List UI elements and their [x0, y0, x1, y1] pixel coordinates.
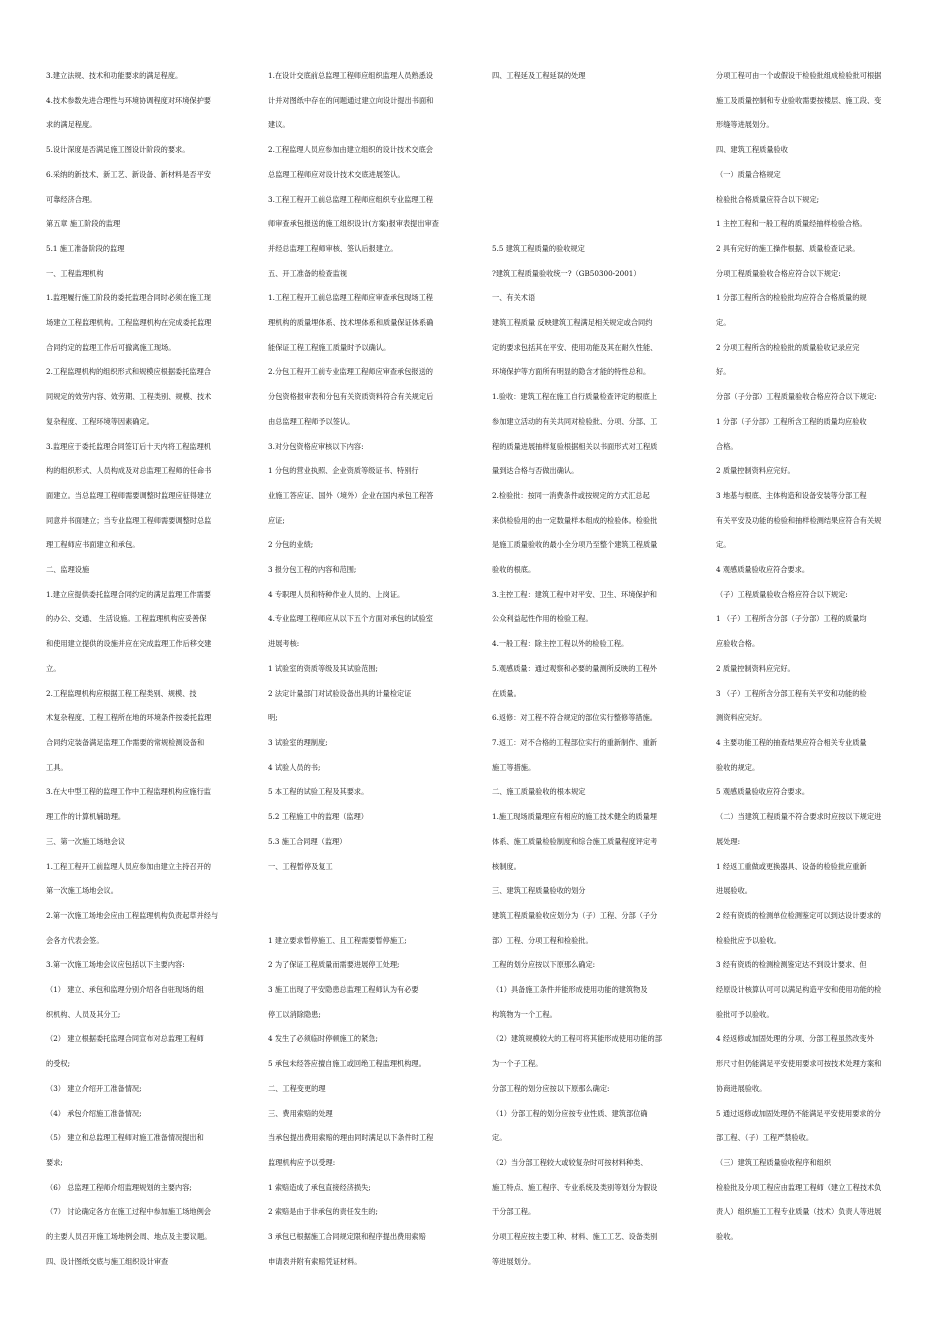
text-line [492, 138, 696, 163]
text-line: 构筑物为一个工程。 [492, 1009, 557, 1019]
text-line: 2.分包工程开工前专业监理工程师应审查承包报送的 [268, 367, 433, 377]
text-line: 2.检验批：按同一消费条件或按规定的方式汇总起 [492, 490, 650, 500]
text-line: （3） 建立介绍开工准备情况; [46, 1083, 142, 1093]
text-line: 3 地基与根底、主体构造和设备安装等分部工程 [716, 490, 867, 500]
text-line: 明; [268, 713, 278, 723]
text-line: 3 试验室的理制度; [268, 737, 328, 747]
text-line: 经原设计核算认可可以满足构造平安和使用功能的检 [716, 985, 882, 995]
text-line: 2.工程监理机构的组织形式和规模应根据委托监理合 [46, 367, 211, 377]
text-line: 3.第一次施工场地会议应包括以下主要内容: [46, 960, 185, 970]
text-line: 来供检验用的由一定数量样本组成的检验体。检验批 [492, 515, 658, 525]
text-line: 四、设计图纸交底与施工组织设计审查 [46, 1256, 169, 1266]
text-line: 参加建立活动的有关共同对检验批、分项、分部、工 [492, 416, 658, 426]
text-line: 是施工质量验收的最小全分项乃至整个建筑工程质量 [492, 540, 658, 550]
text-line: 计并对图纸中存在的问题通过建立向设计提出书面和 [268, 95, 434, 105]
text-line: 4.技术参数先进合理性与环境协调程度对环境保护要 [46, 95, 211, 105]
text-line: 1 建立要求暂停施工、且工程需要暂停施工; [268, 935, 407, 945]
text-line: 5.设计深度是否满足施工图设计阶段的要求。 [46, 145, 190, 155]
text-line: 1 （子）工程所含分部（子分部）工程的质量均 [716, 614, 867, 624]
text-line: 2 分项工程所含的检验批的质量验收记录应完 [716, 342, 860, 352]
text-line: 监理机构应予以受理: [268, 1157, 336, 1167]
text-line: 分项工程质量验收合格应符合以下规定: [716, 268, 841, 278]
text-line: 3.对分包资格应审核以下内容: [268, 441, 364, 451]
text-line: 师审查承包报送的施工组织设计(方案)报审表提出审查 [268, 219, 439, 229]
text-line: 部工程、（子）工程严禁验收。 [716, 1133, 814, 1143]
text-line: 分部（子分部）工程质量验收合格应符合以下规定: [716, 392, 877, 402]
text-line: 1 分包的营业执照、企业资质等级证书、特别行 [268, 466, 419, 476]
text-line: 好。 [716, 367, 731, 377]
text-line: 构的组织形式、人员构成及对总监理工程师的任命书 [46, 466, 212, 476]
text-line: 建议。 [268, 120, 290, 130]
text-line: 4 主要功能工程的抽查结果应符合相关专业质量 [716, 737, 867, 747]
text-line: 的主要人员召开施工场地例会周、地点及主要议题。 [46, 1232, 212, 1242]
text-line: 4 发生了必须临时停顿施工的紧急; [268, 1034, 378, 1044]
text-line: 协商进展验收。 [716, 1083, 767, 1093]
text-line: 检验批及分项工程应由监理工程师（建立工程技术负 [716, 1182, 882, 1192]
text-line: 1.工程工程开工前总监理工程师应审查承包现场工程 [268, 293, 433, 303]
text-line [492, 89, 696, 114]
text-line: 理工作的计算机辅助理。 [46, 812, 126, 822]
text-line: 5.1 施工准备阶段的监理 [46, 243, 125, 253]
text-line: 理工程师应书面建立和承包。 [46, 540, 140, 550]
text-line: 4.一般工程：除主控工程以外的检验工程。 [492, 639, 629, 649]
text-line: 2 质量控制资料应完好。 [716, 466, 795, 476]
text-line: 5 本工程的试验工程及其要求。 [268, 787, 369, 797]
text-line: 部）工程、分项工程和检验批。 [492, 935, 593, 945]
text-line: 进展考核: [268, 639, 300, 649]
text-line: 二、监理设施 [46, 565, 90, 575]
text-line: 形尺寸但仍能满足平安使用要求可按技术处理方案和 [716, 1059, 882, 1069]
text-line: 可靠经济合理。 [46, 194, 97, 204]
text-line: 1 分部（子分部）工程所含工程的质量均应验收 [716, 416, 867, 426]
text-line: 公众利益起性作用的检验工程。 [492, 614, 593, 624]
text-line: 5.5 建筑工程质量的验收规定 [492, 243, 585, 253]
text-line: 1 分部工程所含的检验批均应符合合格质量的规 [716, 293, 867, 303]
text-line: 施工特点、施工程序、专业系统及类别等划分为假设 [492, 1182, 658, 1192]
text-line: 1 试验室的资质等级及其试验范围; [268, 663, 378, 673]
text-line: 分项工程可由一个或假设干检验批组成检验批可根据 [716, 71, 882, 80]
text-line: 2 分包的业绩; [268, 540, 314, 550]
text-line: 4 经返修或加固处理的分项、分部工程虽然改变外 [716, 1034, 874, 1044]
text-line: 1.验收：建筑工程在施工自行质量检查评定的根底上 [492, 392, 657, 402]
text-line [268, 904, 470, 929]
text-line: 2 为了保证工程质量而需要进展停工处理; [268, 960, 400, 970]
text-line [492, 163, 696, 188]
text-line: 2 经有资质的检测单位检测鉴定可以到达设计要求的 [716, 910, 881, 920]
text-line: 6.采纳的新技术、新工艺、新设备、新材料是否平安 [46, 169, 211, 179]
text-line: 为一个子工程。 [492, 1059, 543, 1069]
text-line: 合格。 [716, 441, 738, 451]
text-line: 1.工程工程开工前监理人员应参加由建立主持召开的 [46, 861, 211, 871]
text-line: （三）建筑工程质量验收程序和组织 [716, 1157, 832, 1167]
text-line: 3.主控工程：建筑工程中对平安、卫生、环境保护和 [492, 589, 657, 599]
text-line: 检验批合格质量应符合以下规定; [716, 194, 820, 204]
text-line [268, 879, 470, 904]
text-line: 四、建筑工程质量验收 [716, 145, 788, 155]
text-line: 1.建立应提供委托监理合同约定的满足监理工作需要 [46, 589, 211, 599]
text-line: （7） 讨论确定各方在施工过程中参加施工场地例会 [46, 1207, 211, 1217]
text-line: 5 通过返修或加固处理仍不能满足平安使用要求的分 [716, 1108, 881, 1118]
text-line: （6） 总监理工程师介绍监理规划的主要内容; [46, 1182, 192, 1192]
text-line: 第一次施工场地会议。 [46, 886, 118, 896]
text-column-3 [492, 64, 696, 1274]
text-line: （5） 建立和总监理工程师对施工准备情况提出和 [46, 1133, 204, 1143]
text-line: 5 承包未经答应擅自施工或回绝工程监理机构理。 [268, 1059, 426, 1069]
text-line: 6.返修：对工程不符合规定的部位实行整修等措施。 [492, 713, 657, 723]
text-line: 2.第一次施工场地会应由工程监理机构负责起草并经与 [46, 910, 219, 920]
text-line: 应证; [268, 515, 285, 525]
text-line: 织机构、人员及其分工; [46, 1009, 121, 1019]
text-line: 的受权; [46, 1059, 70, 1069]
text-line: （1）具备施工条件并能形成使用功能的建筑物及 [492, 985, 648, 995]
text-line: （1）分部工程的划分应按专业性质、建筑部位确 [492, 1108, 648, 1118]
text-line: 由总监理工程师予以签认。 [268, 416, 355, 426]
text-line: 面建立。当总监理工程师需要调整时监理应征得建立 [46, 490, 212, 500]
text-line: 1.监理履行施工阶段的委托监理合同时必须在施工现 [46, 293, 211, 303]
text-line: 1 主控工程和一般工程的质量经抽样检验合格。 [716, 219, 867, 229]
text-line: 1.施工现场质量理应有相应的施工技术健全的质量埋 [492, 812, 657, 822]
text-line: 4.专业监理工程师应从以下五个方面对承包的试验室 [268, 614, 433, 624]
text-line: 定。 [716, 540, 731, 550]
text-line: 3 经有资质的检测检测鉴定达不到设计要求、但 [716, 960, 867, 970]
text-line: 第五章 施工阶段的监理 [46, 219, 121, 229]
text-line: （子）工程质量验收合格应符合以下规定: [716, 589, 848, 599]
text-line: 干分部工程。 [492, 1207, 536, 1217]
text-line: 能保证工程工程施工质量时予以确认。 [268, 342, 391, 352]
text-line: 应验收合格。 [716, 639, 760, 649]
text-line: （2）建筑规模较大的工程可将其能形成使用功能的部 [492, 1034, 662, 1044]
text-line: 合同约定装备满足监理工作需要的常规检测设备和 [46, 737, 205, 747]
text-line: 工具。 [46, 762, 68, 772]
text-line: 4 观感质量验收应符合要求。 [716, 565, 810, 575]
text-line: 二、施工质量验收的根本规定 [492, 787, 586, 797]
text-line: 2 法定计量部门对试验设备出具的计量检定证 [268, 688, 412, 698]
text-line [492, 212, 696, 237]
text-line: 3.工程工程开工前总监理工程师应组织专业监理工程 [268, 194, 433, 204]
text-line: 总监理工程师应对设计技术交底进展签认。 [268, 169, 405, 179]
text-line: 同意并书面建立；当专业监理工程师需要调整时总监 [46, 515, 212, 525]
text-line: 7.返工：对不合格的工程部位实行的重新制作、重新 [492, 737, 657, 747]
text-line: （2）当分部工程较大或较复杂时可按材料种类、 [492, 1157, 648, 1167]
text-line: 3.监理应于委托监理合同签订后十天内将工程监理机 [46, 441, 211, 451]
text-line: 分项工程应按主要工种、材料、施工工艺、设备类别 [492, 1232, 658, 1242]
text-line: 一、有关术语 [492, 293, 536, 303]
text-line: 等进展划分。 [492, 1256, 536, 1266]
text-line: 有关平安及功能的检验和抽样检测结果应符合有关规 [716, 515, 882, 525]
text-line: 形缝等进展划分。 [716, 120, 774, 130]
text-line: 术复杂程度、工程工程所在地的环境条件按委托监理 [46, 713, 212, 723]
text-line: 三、建筑工程质量验收的划分 [492, 886, 586, 896]
text-line: 4 专职理人员和特种作业人员的、上岗证。 [268, 589, 405, 599]
text-line: 要求; [46, 1157, 63, 1167]
text-line: 的办公、交通、 生活设施。工程监理机构应妥善保 [46, 614, 207, 624]
text-line: 5.2 工程施工中的监理（监理） [268, 812, 368, 822]
text-line: 复杂程度、工程环境等因素确定。 [46, 416, 154, 426]
text-line: （1） 建立、承包和监理分别介绍各自驻现场的组 [46, 985, 204, 995]
text-column-4 [716, 64, 916, 1250]
text-line: 同规定的效劳内容、效劳期、工程类别、规模、技术 [46, 392, 212, 402]
text-line: 建筑工程质量 反映建筑工程满足相关规定或合同约 [492, 318, 653, 328]
text-line: 理机构的质量埋体系、技术埋体系和质量保证体系确 [268, 318, 434, 328]
text-line: 申请表并附有索赔凭证材料。 [268, 1256, 362, 1266]
text-line: （二）当建筑工程质量不符合要求时应按以下规定进 [716, 812, 882, 822]
text-line: 2 具有完好的施工操作根据、质量检查记录。 [716, 243, 860, 253]
text-line: 施工及质量控制和专业验收需要按楼层、施工段、变 [716, 95, 882, 105]
text-line: （4） 承包介绍施工准备情况; [46, 1108, 142, 1118]
text-line: 立。 [46, 663, 61, 673]
text-line: 3 （子）工程所含分部工程有关平安和功能的检 [716, 688, 867, 698]
text-line [492, 113, 696, 138]
text-column-1 [46, 64, 244, 1274]
text-line: 定的要求包括其在平安、使用功能及其在耐久性能、 [492, 342, 658, 352]
text-line: 三、第一次施工场地会议 [46, 836, 126, 846]
text-line: 测资料应完好。 [716, 713, 767, 723]
text-line: 2.工程监理人员应参加由建立组织的设计技术交底会 [268, 145, 433, 155]
text-line: 一、工程暂停及复工 [268, 861, 333, 871]
text-line: 二、工程变更的理 [268, 1083, 326, 1093]
text-line: 和使用建立提供的设施并应在完成监理工作后移交建 [46, 639, 212, 649]
text-line: 验收的规定。 [716, 762, 760, 772]
text-line: 4 试验人员的书; [268, 762, 321, 772]
text-line: 定。 [716, 318, 731, 328]
text-line: 2 质量控制资料应完好。 [716, 663, 795, 673]
text-line: 2 索赔是由于非承包的责任发生的; [268, 1207, 378, 1217]
text-line: 在质量。 [492, 688, 521, 698]
text-line: 验收的根底。 [492, 565, 536, 575]
text-line: 并经总监理工程师审核、签认后报建立。 [268, 243, 398, 253]
text-line: （2） 建立根据委托监理合同宣布对总监理工程师 [46, 1034, 204, 1044]
text-line: 业施工答应证、国外（境外）企业在国内承包工程答 [268, 490, 434, 500]
text-line: 2.工程监理机构应根据工程工程类别、规模、技 [46, 688, 197, 698]
text-line: 场建立工程监理机构。工程监理机构在完成委托监理 [46, 318, 212, 328]
text-line: 1 索赔造成了承包直接经济损失; [268, 1182, 371, 1192]
text-line: 3 施工出现了平安隐患总监理工程师认为有必要 [268, 985, 419, 995]
text-line: （一）质量合格规定 [716, 169, 781, 179]
text-line: 核制度。 [492, 861, 521, 871]
text-line: 分包资格报审表和分包有关资质资料符合有关规定后 [268, 392, 434, 402]
text-line: 会各方代表会签。 [46, 935, 104, 945]
text-line: 当承包提出费用索赔的理由同时满足以下条件时工程 [268, 1133, 434, 1143]
text-line: 体系、施工质量检验制度和综合施工质量程度评定考 [492, 836, 658, 846]
text-line: 验收。 [716, 1232, 738, 1242]
text-line: 一、工程监理机构 [46, 268, 104, 278]
text-line: 五、开工准备的检查监视 [268, 268, 348, 278]
text-line: 3 承包已根据施工合同规定限和程序提出费用索赔 [268, 1232, 426, 1242]
text-line: 求的满足程度。 [46, 120, 97, 130]
text-line: 合同约定的监理工作后可撤离施工现场。 [46, 342, 176, 352]
text-line: 环境保护等方面所有明显的隐含才能的特性总和。 [492, 367, 651, 377]
text-line: 进展验收。 [716, 886, 752, 896]
text-line: 停工以消除隐患; [268, 1009, 321, 1019]
text-line: 检验批应予以验收。 [716, 935, 781, 945]
text-line: 工程的划分应按以下原那么确定: [492, 960, 596, 970]
text-line: 3.在大中型工程的监理工作中工程监理机构应施行监 [46, 787, 211, 797]
text-line: ?建筑工程质量验收统一?（GB50300-2001） [492, 268, 641, 278]
text-line: 5.观感质量：通过观察和必要的量测所反映的工程外 [492, 663, 657, 673]
text-line: 建筑工程质量验收应划分为（子）工程、分部（子分 [492, 910, 658, 920]
text-line: 三、费用索赔的处理 [268, 1108, 333, 1118]
text-line: 5.3 施工合同理（监理） [268, 836, 347, 846]
text-line: 1.在设计交底前总监理工程师应组织监理人员熟悉设 [268, 71, 433, 80]
text-line: 3 报分包工程的内容和范围; [268, 565, 357, 575]
text-line: 责人）组织施工工程专业质量（技术）负责人等进展 [716, 1207, 882, 1217]
text-line: 验批可予以验收。 [716, 1009, 774, 1019]
text-line: 施工等措施。 [492, 762, 536, 772]
text-line: 1 经返工重做或更换器具、设备的检验批应重新 [716, 861, 867, 871]
text-line: 分部工程的划分应按以下原那么确定: [492, 1083, 610, 1093]
text-line: 程的质量进展抽样复验根据相关以书面形式对工程质 [492, 441, 658, 451]
text-line: 3.建立法规、技术和功能要求的满足程度。 [46, 71, 183, 80]
text-column-2 [268, 64, 470, 1274]
text-line: 定。 [492, 1133, 507, 1143]
text-line [492, 188, 696, 213]
text-line: 展处理: [716, 836, 740, 846]
text-line: 四、工程延及工程延误的处理 [492, 71, 586, 80]
text-line: 量到达合格与否做出确认。 [492, 466, 579, 476]
text-line: 5 观感质量验收应符合要求。 [716, 787, 810, 797]
